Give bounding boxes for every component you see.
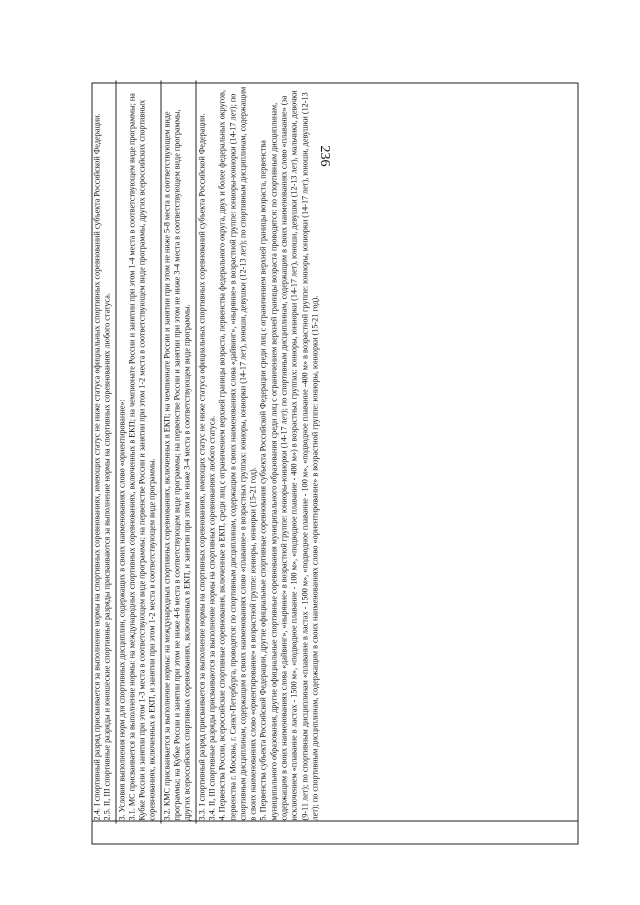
row-separator bbox=[115, 81, 116, 824]
rotated-document-table bbox=[92, 83, 579, 845]
rules-table bbox=[92, 83, 579, 845]
row-separator bbox=[195, 81, 196, 824]
left-column bbox=[92, 821, 578, 844]
para-3-1: 3.1. МС присваивается за выполнение нормы: на международных спортивных соревнованиях, включенных в ЕКП; на чемпионате России и занятии при этом 1-4 места в соответствующем виде программы; на Кубке России и занятии при этом 1-3 места в соответствующем виде программы; на первенстве России и занятии при этом 1-2 места в соответствующем виде программы, других всероссийских спортивных соревнованиях, включенных в ЕКП, и занятии при этом 1-2 места в соответствующем виде программы. bbox=[127, 93, 157, 821]
para-3: 3. Условия выполнения норм для спортивных дисциплин, содержащих в своих наименованиях слово «ориентирование»: bbox=[117, 399, 127, 821]
para-4: 4. Первенства России, всероссийские спортивные соревнования, включенные в ЕКП, среди лиц с ограничением верхней границы возраста, первенства федерального округа, двух и более федеральных округов, первенства г. Москвы, г. Санкт-Петербурга, проводятся: по спортивным дисциплинам, содержащим в своих наименованиях слова «дайвинг», «ныряние» в возрастной группе: юниоры-юниорки (14-17 лет); по спортивным дисциплинам, содержащим в своих наименованиях слово «плавание» в возрастных группах: юниоры, юниорки (14-17 лет), юноши, девушки (12-13 лет); по спортивным дисциплинам, содержащим в своих наименованиях слово «ориентирование» в возрастной группе: юниоры, юниорки (15-21 год). bbox=[217, 86, 258, 821]
para-2-5: 2.5. II, III спортивные разряды и юношеские спортивные разряды присваиваются за выполнение нормы на спортивных соревнованиях любого статуса. bbox=[102, 293, 112, 821]
para-3-3: 3.3. I спортивный разряд присваивается за выполнение нормы на спортивных соревнованиях, имеющих статус не ниже статуса официальных спортивных соревнований субъекта Российской Федерации. bbox=[197, 113, 207, 821]
para-3-2: 3.2. КМС присваивается за выполнение нормы: на международных спортивных соревнованиях, включенных в ЕКП; на чемпионате России и занятии при этом не ниже 5-8 места в соответствующем виде программы; на Кубке России и занятии при этом не ниже 4-6 места в соответствующем виде программы; на первенстве России и занятии при этом не ниже 3-4 места в соответствующем виде программы, других всероссийских спортивных соревнованиях, включенных в ЕКП, и занятии при этом не ниже 3-4 места в соответствующем виде программы. bbox=[162, 109, 192, 821]
para-5: 5. Первенства субъекта Российской Федерации, другие официальные спортивные соревнования субъекта Российской Федерации среди лиц с ограничением верхней границы возраста, первенства муниципального образования, другие официальные спортивные соревнования муниципального образования среди лиц с ограничением верхней границы возраста проводятся: по спортивным дисциплинам, содержащим в своих наименованиях слова «дайвинг», «ныряние» в возрастной группе: юниоры-юниорки (14-17 лет); по спортивным дисциплинам, содержащим в своих наименованиях слово «плавание» (за исключением «плавание в ластах - 1500 м», «подводное плавание - 100 м», «подводное плавание - 400 м») в возрастных группах: юниоры, юниорки (14-17 лет), юноши, девушки (12-13 лет), мальчики, девочки (9-11 лет); по спортивным дисциплинам «плавание в ластах - 1500 м», «подводное плавание - 100 м», «подводное плавание -400 м» в возрастной группе: юниоры, юниорки (14-17 лет), юноши, девушки (12-13 лет); по спортивным дисциплинам, содержащим в своих наименованиях слово «ориентирование» в возрастной группе: юниоры, юниорки (15-21 год). bbox=[258, 90, 320, 821]
text-column bbox=[92, 83, 578, 821]
page-number: 236 bbox=[317, 145, 332, 167]
row-separator bbox=[160, 81, 161, 824]
para-3-4: 3.4. II, III спортивные разряды присваиваются за выполнение нормы на спортивных соревнованиях любого статуса. bbox=[207, 415, 217, 821]
para-2-4: 2.4. I спортивный разряд присваивается за выполнение нормы на спортивных соревнованиях, имеющих статус не ниже статуса официальных спортивных соревнований субъекта Российской Федерации. bbox=[92, 113, 102, 821]
